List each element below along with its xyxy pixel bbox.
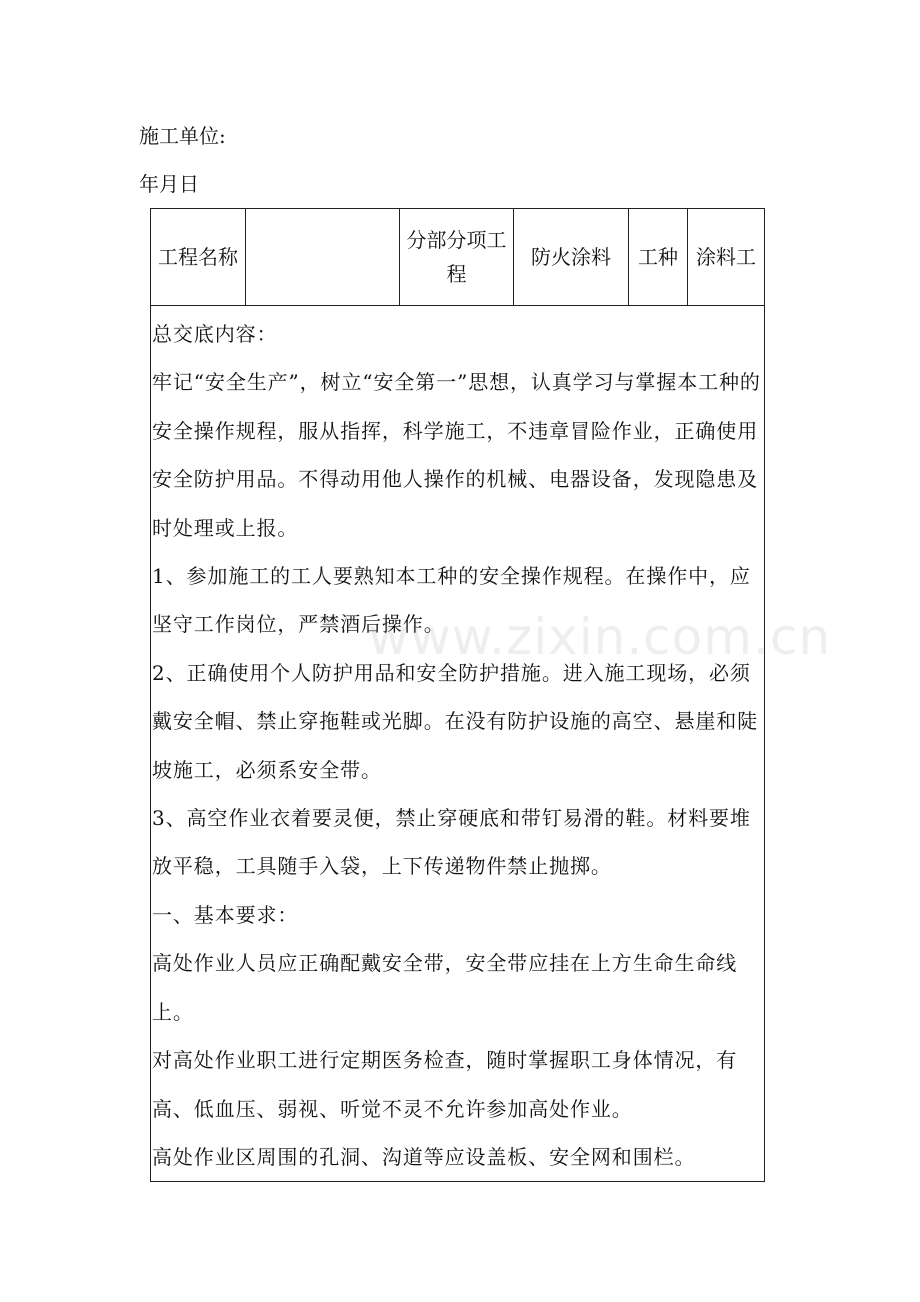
subsection-value: 防火涂料 xyxy=(514,209,629,306)
content-paragraph: 3、高空作业衣着要灵便，禁止穿硬底和带钉易滑的鞋。材料要堆放平稳，工具随手入袋，上下传递物件禁止抛掷。 xyxy=(152,806,751,879)
content-paragraph: 高处作业人员应正确配戴安全带，安全带应挂在上方生命生命线上。 xyxy=(152,951,738,1024)
safety-briefing-table xyxy=(150,208,765,1182)
project-name-label: 工程名称 xyxy=(151,209,246,306)
content-section-heading: 一、基本要求： xyxy=(152,902,299,927)
trade-label: 工种 xyxy=(629,209,688,306)
content-paragraph: 高处作业区周围的孔洞、沟道等应设盖板、安全网和围栏。 xyxy=(152,1144,696,1169)
trade-value: 涂料工 xyxy=(688,209,765,306)
watermark-text: www.zixin.com.cn xyxy=(368,608,832,666)
briefing-content-cell xyxy=(151,306,765,1182)
subsection-label: 分部分项工程 xyxy=(400,209,514,306)
date-label: 年月日 xyxy=(139,172,199,196)
content-paragraph: 1、参加施工的工人要熟知本工种的安全操作规程。在操作中，应坚守工作岗位，严禁酒后操作。 xyxy=(152,564,751,637)
construction-unit-label: 施工单位: xyxy=(139,124,226,148)
content-paragraph: 牢记“安全生产”，树立“安全第一”思想，认真学习与掌握本工种的安全操作规程，服从指挥，科学施工，不违章冒险作业，正确使用安全防护用品。不得动用他人操作的机械、电器设备，发现隐患及时处理或上报。 xyxy=(152,370,761,540)
table-header-row xyxy=(151,209,765,306)
content-paragraph: 2、正确使用个人防护用品和安全防护措施。进入施工现场，必须戴安全帽、禁止穿拖鞋或光脚。在没有防护设施的高空、悬崖和陡坡施工，必须系安全带。 xyxy=(152,660,759,782)
content-paragraph: 对高处作业职工进行定期医务检查，随时掌握职工身体情况，有高、低血压、弱视、听觉不灵不允许参加高处作业。 xyxy=(152,1048,738,1121)
project-name-value xyxy=(246,209,400,306)
content-title: 总交底内容： xyxy=(152,322,278,346)
table-content-row xyxy=(151,306,765,1182)
